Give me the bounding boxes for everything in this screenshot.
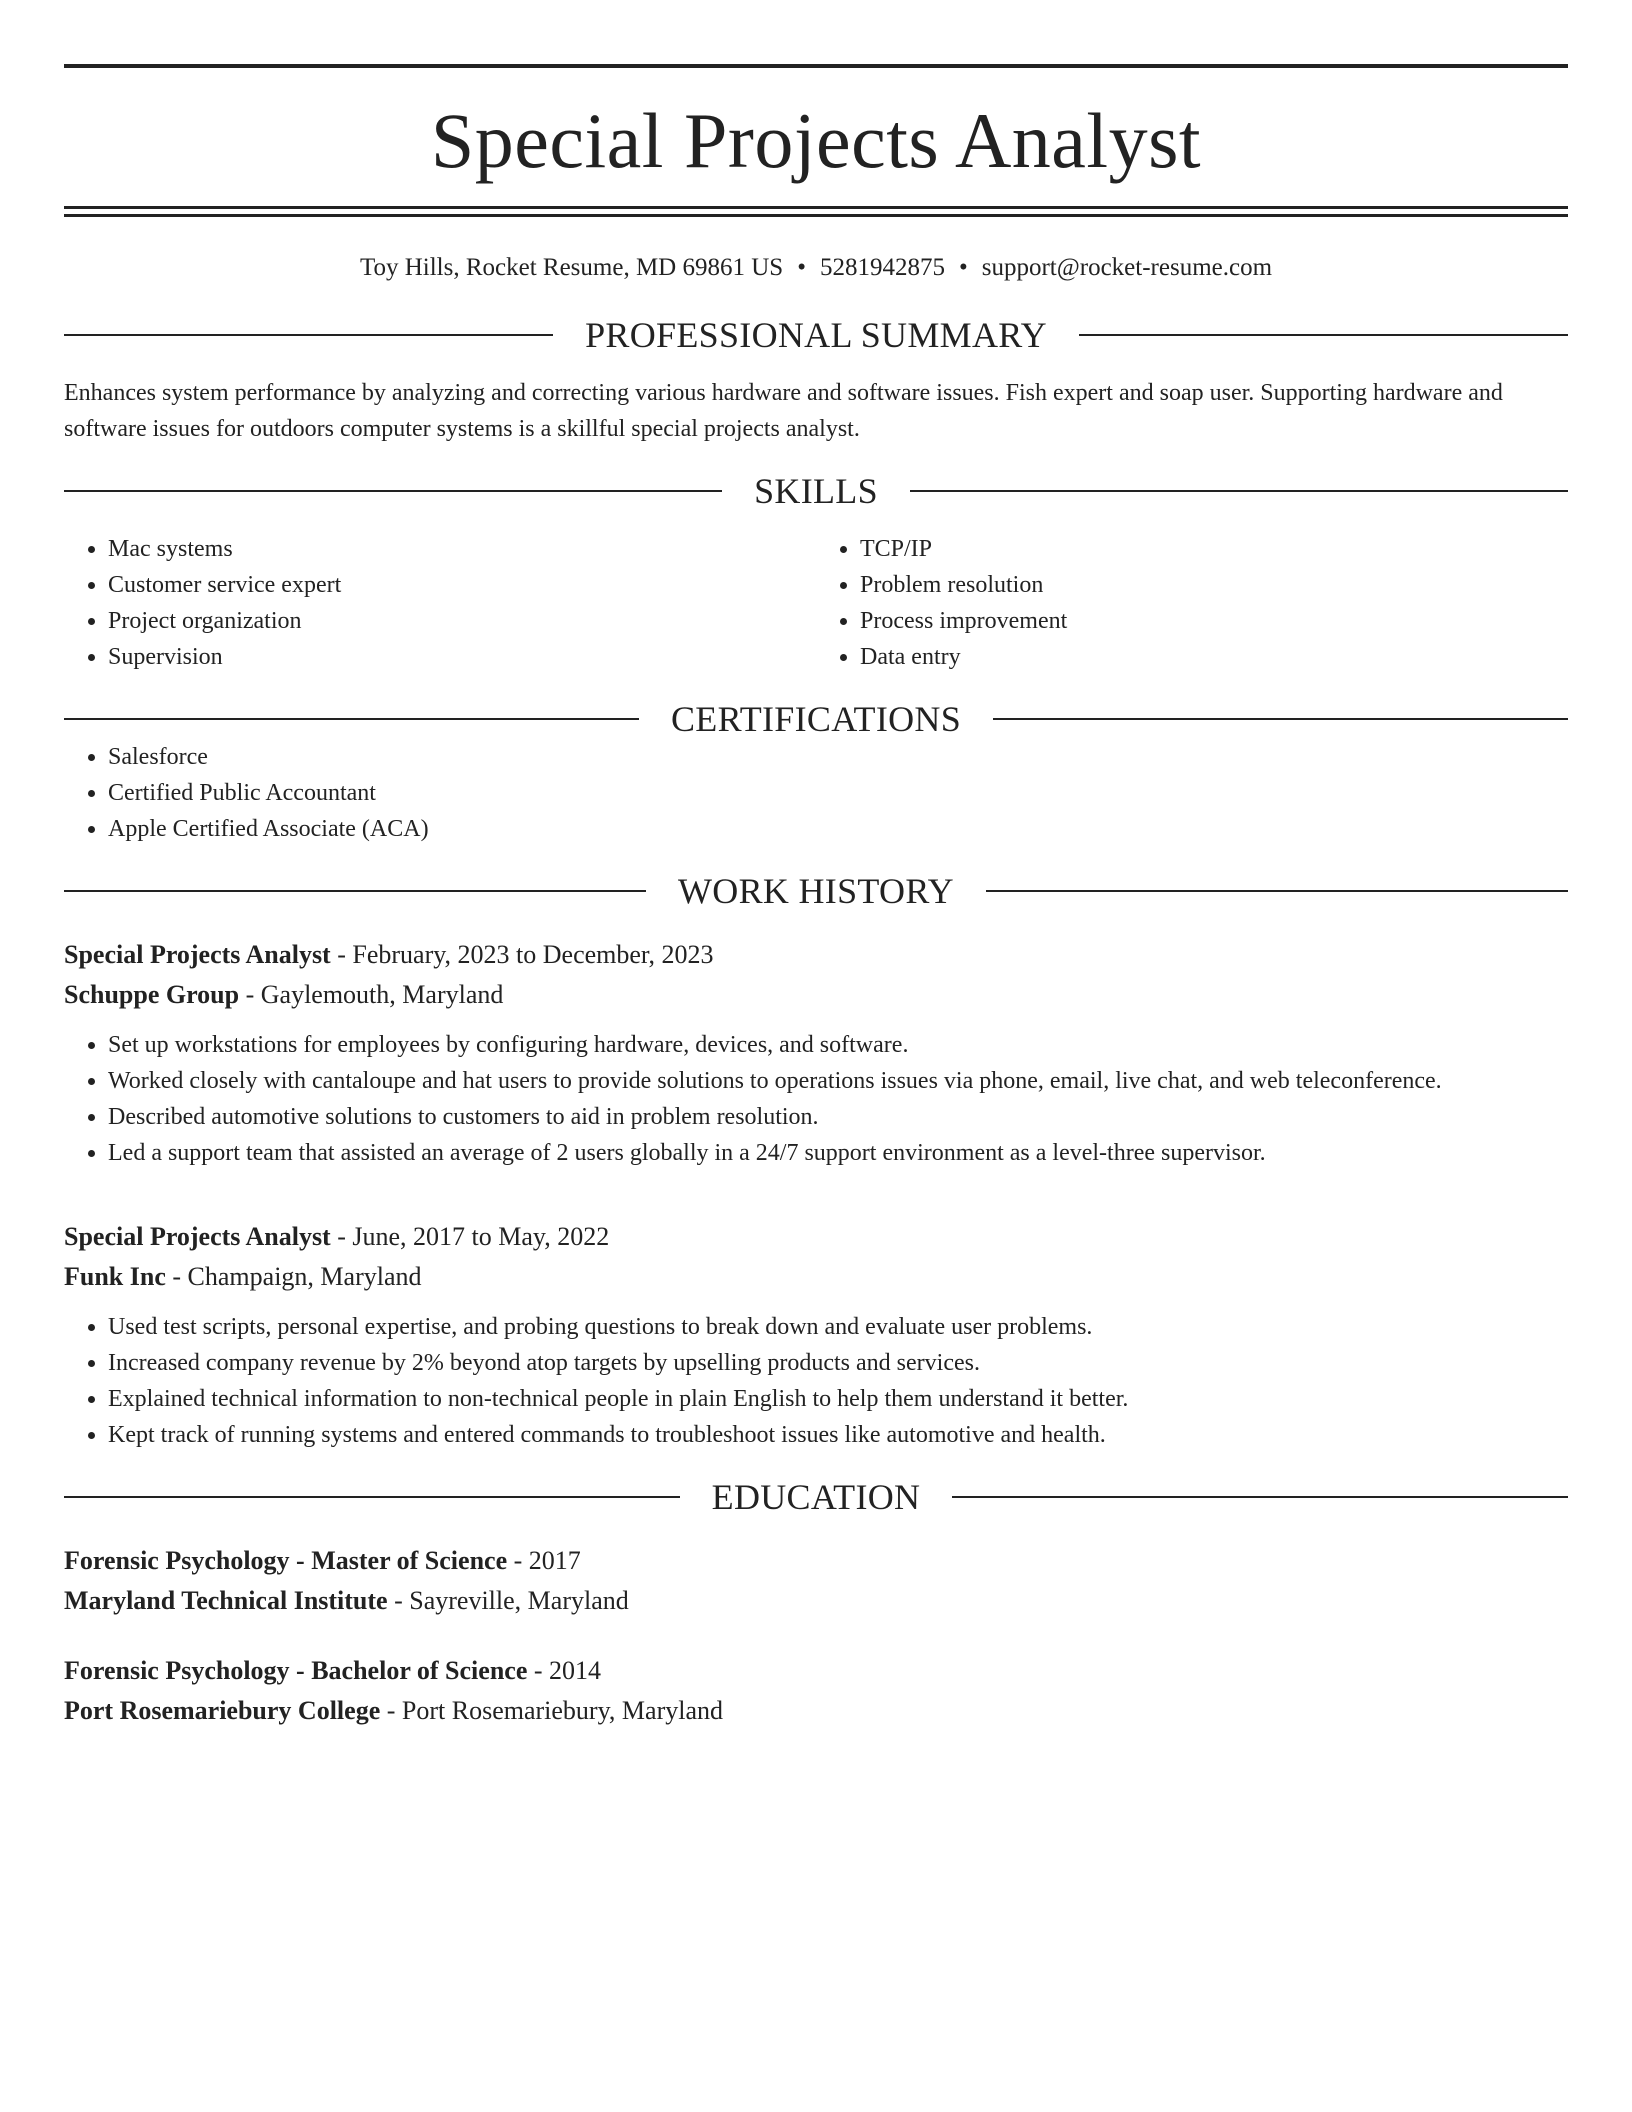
job-company: Funk Inc <box>64 1262 166 1291</box>
contact-email: support@rocket-resume.com <box>981 254 1273 281</box>
skill-item: • Mac systems <box>108 531 816 567</box>
job-company: Schuppe Group <box>64 980 240 1009</box>
education-location: - Sayreville, Maryland <box>387 1586 629 1615</box>
job-dates: - June, 2017 to May, 2022 <box>330 1222 610 1251</box>
skills-list-right <box>816 531 1568 675</box>
section-title: WORK HISTORY <box>678 871 954 911</box>
job-bullet: • Set up workstations for employees by configuring hardware, devices, and software. <box>108 1027 1568 1063</box>
heading-rule-left <box>64 890 646 892</box>
job-bullets <box>64 1309 1568 1453</box>
job-title: Special Projects Analyst <box>64 940 331 969</box>
contact-separator: • <box>958 254 968 281</box>
education-degree-line <box>64 1541 1568 1581</box>
top-rule <box>64 64 1568 68</box>
job-bullet: • Explained technical information to non-technical people in plain English to help them understand it better. <box>108 1381 1568 1417</box>
section-heading-education <box>64 1477 1568 1517</box>
section-heading-work-history <box>64 871 1568 911</box>
heading-rule-right <box>986 890 1568 892</box>
section-title: SKILLS <box>754 471 878 511</box>
education-location: - Port Rosemariebury, Maryland <box>380 1696 723 1725</box>
certifications-list <box>64 739 1568 847</box>
heading-rule-left <box>64 1496 680 1498</box>
education-entry <box>64 1541 1568 1621</box>
section-title: CERTIFICATIONS <box>670 699 962 739</box>
education-school: Port Rosemariebury College <box>64 1696 381 1725</box>
skill-item: • Process improvement <box>860 603 1568 639</box>
heading-rule-left <box>64 334 553 336</box>
section-heading-summary <box>64 315 1568 355</box>
job-title-line <box>64 935 1568 975</box>
job-company-line <box>64 975 1568 1015</box>
section-title: PROFESSIONAL SUMMARY <box>585 315 1047 355</box>
skill-item: • Customer service expert <box>108 567 816 603</box>
job-location: - Champaign, Maryland <box>165 1262 422 1291</box>
contact-line <box>64 251 1568 285</box>
title-double-rule <box>64 206 1568 217</box>
job-bullet: • Kept track of running systems and entered commands to troubleshoot issues like automotive and health. <box>108 1417 1568 1453</box>
heading-rule-left <box>64 718 639 720</box>
job-bullet: • Used test scripts, personal expertise, and probing questions to break down and evaluate user problems. <box>108 1309 1568 1345</box>
skills-list-left <box>64 531 816 675</box>
heading-rule-right <box>952 1496 1568 1498</box>
job-bullet: • Worked closely with cantaloupe and hat users to provide solutions to operations issues via phone, email, live chat, and web teleconference. <box>108 1063 1568 1099</box>
heading-rule-right <box>1079 334 1568 336</box>
job-title-line <box>64 1217 1568 1257</box>
skills-grid <box>64 531 1568 675</box>
certification-item: • Apple Certified Associate (ACA) <box>108 811 1568 847</box>
education-school-line <box>64 1581 1568 1621</box>
job-bullet: • Led a support team that assisted an average of 2 users globally in a 24/7 support environment as a level-three supervisor. <box>108 1135 1568 1171</box>
job-bullet: • Increased company revenue by 2% beyond atop targets by upselling products and services. <box>108 1345 1568 1381</box>
certification-item: • Salesforce <box>108 739 1568 775</box>
heading-rule-right <box>993 718 1568 720</box>
section-title: EDUCATION <box>711 1477 921 1517</box>
education-entry <box>64 1651 1568 1731</box>
job-entry <box>64 1217 1568 1453</box>
section-heading-certifications <box>64 699 1568 739</box>
education-year: - 2014 <box>527 1656 602 1685</box>
education-degree-line <box>64 1651 1568 1691</box>
page-title: Special Projects Analyst <box>430 97 1202 184</box>
heading-rule-left <box>64 490 722 492</box>
skill-item: • Problem resolution <box>860 567 1568 603</box>
skill-item: • Project organization <box>108 603 816 639</box>
contact-phone: 5281942875 <box>819 254 945 281</box>
education-year: - 2017 <box>507 1546 581 1575</box>
summary-text: Enhances system performance by analyzing and correcting various hardware and software issues. Fish expert and soap user. Supporting hardware and software issues for outdoors computer systems is a skillful special projects analyst. <box>64 380 1503 442</box>
skill-item: • TCP/IP <box>860 531 1568 567</box>
job-entry <box>64 935 1568 1171</box>
job-title: Special Projects Analyst <box>64 1222 331 1251</box>
job-dates: - February, 2023 to December, 2023 <box>330 940 714 969</box>
job-bullets <box>64 1027 1568 1171</box>
heading-rule-right <box>910 490 1568 492</box>
job-location: - Gaylemouth, Maryland <box>239 980 504 1009</box>
education-school: Maryland Technical Institute <box>64 1586 388 1615</box>
education-school-line <box>64 1691 1568 1731</box>
job-company-line <box>64 1257 1568 1297</box>
contact-address: Toy Hills, Rocket Resume, MD 69861 US <box>359 254 784 281</box>
education-degree: Forensic Psychology - Bachelor of Science <box>64 1656 528 1685</box>
education-degree: Forensic Psychology - Master of Science <box>64 1546 508 1575</box>
skill-item: • Data entry <box>860 639 1568 675</box>
section-heading-skills <box>64 471 1568 511</box>
skill-item: • Supervision <box>108 639 816 675</box>
contact-separator: • <box>797 254 806 281</box>
job-bullet: • Described automotive solutions to customers to aid in problem resolution. <box>108 1099 1568 1135</box>
certification-item: • Certified Public Accountant <box>108 775 1568 811</box>
